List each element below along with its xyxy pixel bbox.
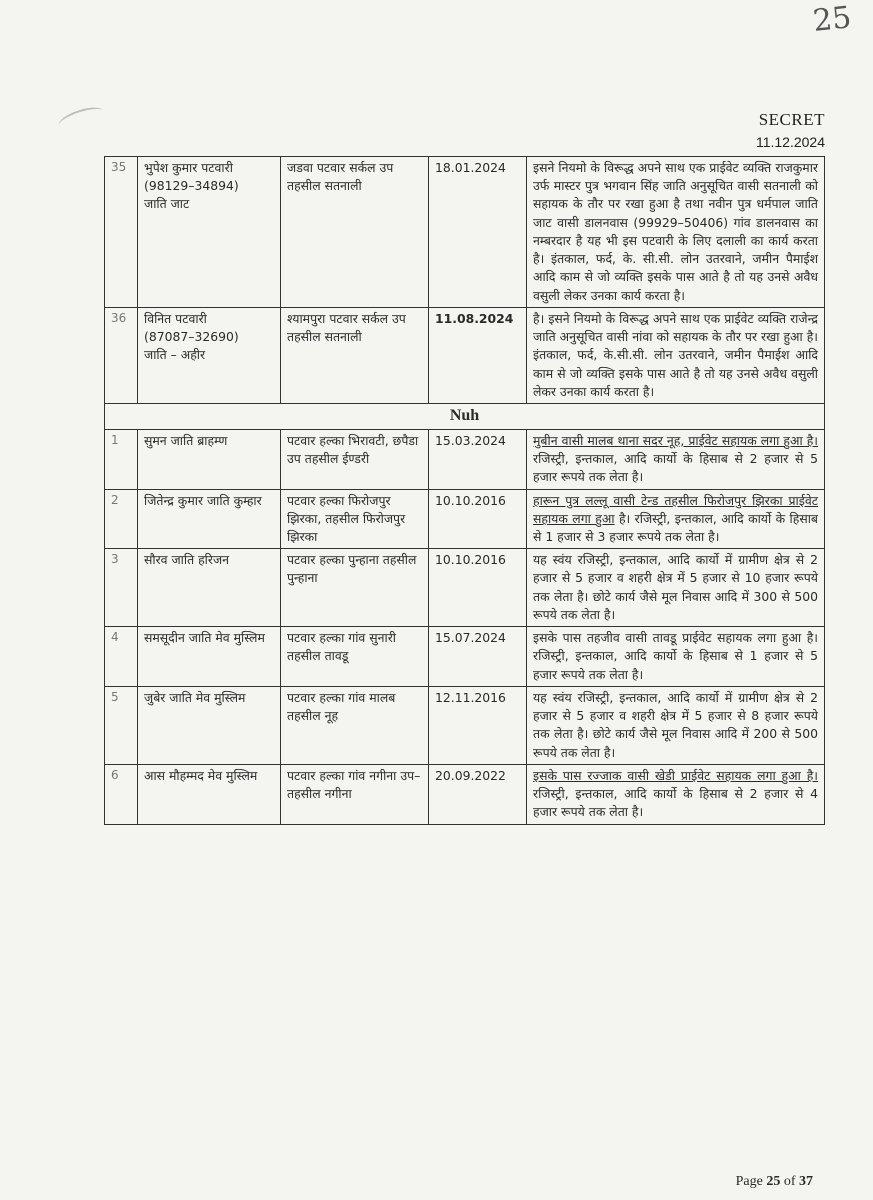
person-name-cell	[138, 307, 281, 403]
person-name: विनित पटवारी	[144, 310, 207, 326]
posting-place: पटवार हल्का पुन्हाना तहसील पुन्हाना	[281, 549, 429, 627]
row-number: 36	[105, 307, 138, 403]
table-row	[105, 549, 825, 627]
row-number: 2	[105, 489, 138, 549]
classification-label: SECRET	[758, 110, 825, 129]
description-text: रजिस्ट्री, इन्तकाल, आदि कार्यो के हिसाब से 2 हजार से 5 हजार रूपये तक लेता है।	[533, 451, 818, 485]
description	[527, 627, 825, 687]
table-row	[105, 307, 825, 403]
row-number: 5	[105, 686, 138, 764]
records-table	[104, 156, 825, 825]
person-name: सुमन जाति ब्राहम्ण	[138, 429, 281, 489]
footer-prefix: Page	[735, 1174, 767, 1189]
person-name-cell	[138, 157, 281, 308]
row-number: 35	[105, 157, 138, 308]
scan-smudge	[57, 103, 106, 132]
section-title: Nuh	[105, 404, 825, 430]
posting-place: पटवार हल्का गांव सुनारी तहसील तावडू	[281, 627, 429, 687]
description: इसने नियमो के विरूद्ध अपने साथ एक प्राईवेट व्यक्ति राजकुमार उर्फ मास्टर पुत्र भगवान सिंह जाति अनुसूचित वासी सतनाली को सहायक के तौर पर रखा हुआ है तथा नवीन पुत्र धर्मपाल जाति जाट वासी डालनवास (99929–50406) गांव डालनवास का नम्बरदार है यह भी इस पटवारी के लिए दलाली का कार्य करता है। इंतकाल, फर्द, के. सी.सी. लोन उतरवाने, जमीन पैमाईश आदि काम से जो व्यक्ति इसके पास आते है तो यह उनसे अवैध वसुली लेकर उनका कार्य करता है।	[527, 157, 825, 308]
person-name: आस मौहम्मद मेव मुस्लिम	[138, 764, 281, 824]
section-row	[105, 404, 825, 430]
posting-date: 15.03.2024	[429, 429, 527, 489]
table-row	[105, 429, 825, 489]
person-name: सौरव जाति हरिजन	[138, 549, 281, 627]
posting-date: 10.10.2016	[429, 549, 527, 627]
footer-page-number: 25	[766, 1174, 781, 1189]
footer-middle: of	[780, 1174, 799, 1189]
person-caste: जाति – अहीर	[144, 347, 206, 363]
posting-place: पटवार हल्का गांव नगीना उप–तहसील नगीना	[281, 764, 429, 824]
description-underlined: इसके पास रज्जाक वासी खेडी प्राईवेट सहायक लगा हुआ है।	[533, 767, 818, 783]
posting-place: जडवा पटवार सर्कल उप तहसील सतनाली	[281, 157, 429, 308]
description	[527, 429, 825, 489]
row-number: 4	[105, 627, 138, 687]
description-text: इसके पास तहजीव वासी तावडू प्राईवेट सहायक लगा हुआ है। रजिस्ट्री, इन्तकाल, आदि कार्यो के हिसाब से 1 हजार से 5 हजार रूपये तक लेता है।	[533, 630, 818, 682]
posting-place: पटवार हल्का गांव मालब तहसील नूह	[281, 686, 429, 764]
description	[527, 549, 825, 627]
person-name: जितेन्द्र कुमार जाति कुम्हार	[138, 489, 281, 549]
row-number: 6	[105, 764, 138, 824]
person-caste: जाति जाट	[144, 196, 190, 212]
person-name: समसूदीन जाति मेव मुस्लिम	[138, 627, 281, 687]
row-number: 3	[105, 549, 138, 627]
person-name: भुपेश कुमार पटवारी	[144, 160, 233, 175]
description: है। इसने नियमो के विरूद्ध अपने साथ एक प्राईवेट व्यक्ति राजेन्द्र जाति अनुसूचित वासी नांवा को सहायक के तौर पर रखा हुआ है। इंतकाल, फर्द, के.सी.सी. लोन उतरवाने, जमीन पैमाईश आदि काम से जो व्यक्ति इसके पास आते है तो यह उनसे अवैध वसुली लेकर उनका कार्य करता है।	[527, 307, 825, 403]
posting-date: 11.08.2024	[429, 307, 527, 403]
posting-date: 18.01.2024	[429, 157, 527, 308]
person-phone: (98129–34894)	[144, 178, 239, 194]
posting-date: 15.07.2024	[429, 627, 527, 687]
posting-place: पटवार हल्का भिरावटी, छपैडा उप तहसील ईण्डरी	[281, 429, 429, 489]
person-name: जुबेर जाति मेव मुस्लिम	[138, 686, 281, 764]
description-text: है। रजिस्ट्री, इन्तकाल, आदि कार्यो के हिसाब से 1 हजार से 3 हजार रूपये तक लेता है।	[533, 510, 819, 545]
posting-date: 12.11.2016	[429, 686, 527, 764]
description-underlined: मुबीन वासी मालब थाना सदर नूह, प्राईवेट सहायक लगा हुआ है।	[533, 432, 818, 448]
posting-date: 20.09.2022	[429, 764, 527, 824]
posting-date: 10.10.2016	[429, 489, 527, 549]
posting-place: श्यामपुरा पटवार सर्कल उप तहसील सतनाली	[281, 307, 429, 403]
table-row	[105, 489, 825, 549]
page-corner-number: 25	[811, 0, 853, 39]
table-row	[105, 764, 825, 824]
row-number: 1	[105, 429, 138, 489]
footer-page-total: 37	[799, 1174, 813, 1189]
description-underlined: हारून पुत्र लल्लू वासी टेन्ड तहसील फिरोजपुर झिरका प्राईवेट सहायक लगा हुआ	[533, 492, 818, 526]
description-text: रजिस्ट्री, इन्तकाल, आदि कार्यो के हिसाब से 2 हजार से 4 हजार रूपये तक लेता है।	[533, 786, 818, 820]
posting-place: पटवार हल्का फिरोजपुर झिरका, तहसील फिरोजपुर झिरका	[281, 489, 429, 549]
document-date: 11.12.2024	[755, 134, 825, 150]
table-row	[105, 627, 825, 687]
page-footer	[736, 1174, 813, 1190]
description	[527, 686, 825, 764]
description	[527, 764, 825, 824]
description-text: यह स्वंय रजिस्ट्री, इन्तकाल, आदि कार्यो में ग्रामीण क्षेत्र से 2 हजार से 5 हजार व शहरी क्षेत्र में 5 हजार से 10 हजार रूपये तक लेता है। छोटे कार्य जैसे मूल निवास आदि में 300 से 500 रूपये तक लेता है।	[533, 552, 818, 622]
person-phone: (87087–32690)	[144, 329, 239, 345]
table-row	[105, 686, 825, 764]
description-text: यह स्वंय रजिस्ट्री, इन्तकाल, आदि कार्यो में ग्रामीण क्षेत्र से 2 हजार से 5 हजार व शहरी क्षेत्र में 5 हजार से 8 हजार रूपये तक लेता है। छोटे कार्य जैसे मूल निवास आदि में 200 से 500 रूपये तक लेता है।	[533, 689, 818, 760]
description	[527, 489, 825, 549]
table-row	[105, 157, 825, 308]
